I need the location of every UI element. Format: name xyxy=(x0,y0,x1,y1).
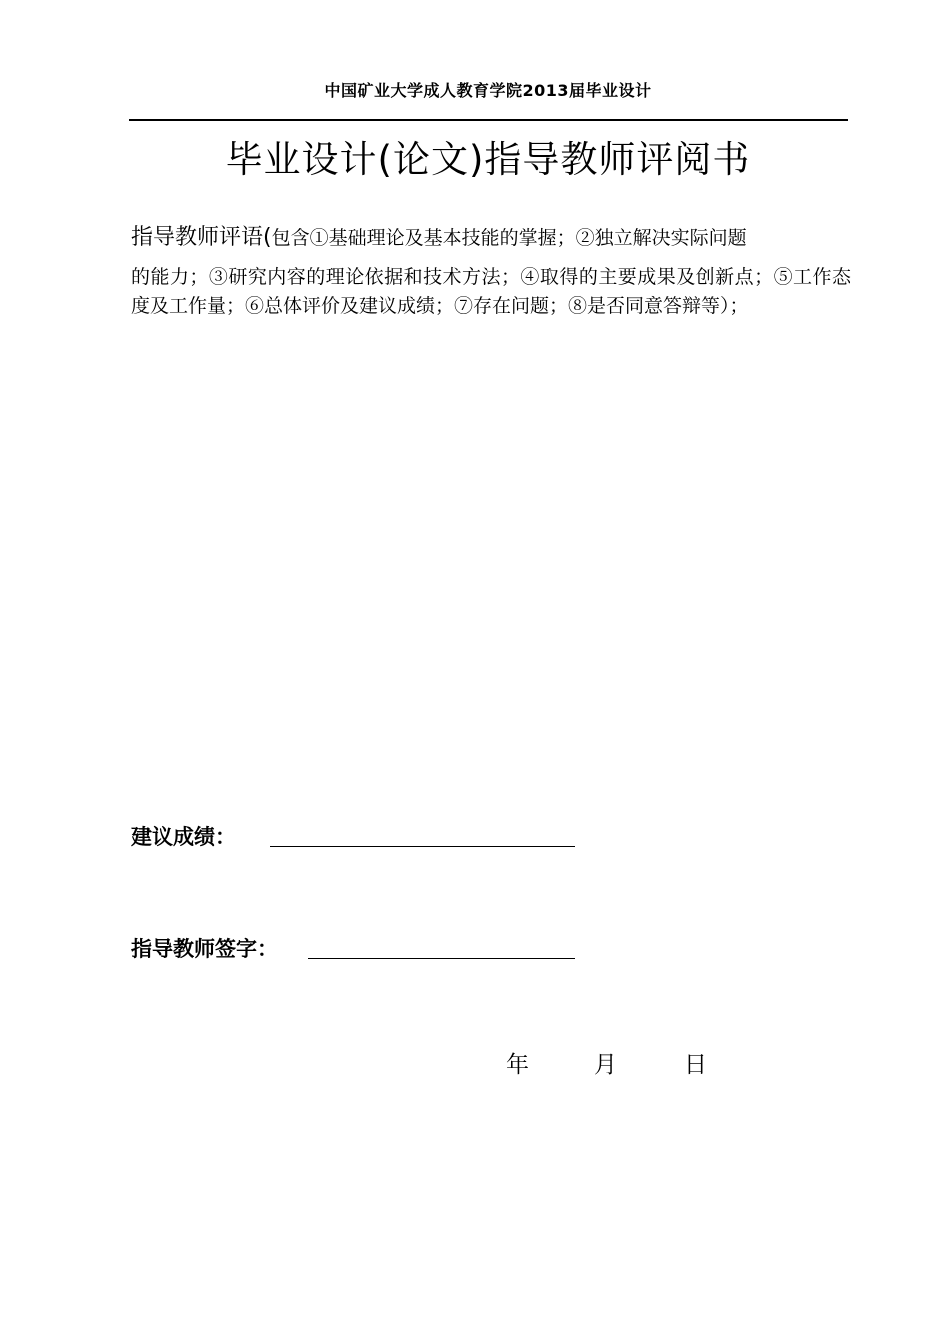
comment-label: 指导教师评语 xyxy=(131,225,264,250)
advisor-signature-field[interactable] xyxy=(308,958,575,959)
date-year-label: 年 xyxy=(506,1052,529,1078)
advisor-signature-label: 指导教师签字： xyxy=(131,937,278,961)
document-header: 中国矿业大学成人教育学院2013届毕业设计 xyxy=(324,81,652,100)
date-day-label: 日 xyxy=(684,1052,707,1078)
comment-instructions: 的能力；③研究内容的理论依据和技术方法；④取得的主要成果及创新点；⑤工作态度及工作量；⑥总体评价及建议成绩；⑦存在问题；⑧是否同意答辩等）； xyxy=(131,266,851,317)
advisor-comment-section xyxy=(131,224,851,321)
header-divider xyxy=(129,119,848,121)
comment-open-paren: ( xyxy=(263,225,272,250)
suggested-grade-field[interactable] xyxy=(270,846,575,847)
suggested-grade-label: 建议成绩： xyxy=(131,825,236,849)
date-month-label: 月 xyxy=(594,1052,617,1078)
comment-instructions-start: 包含①基础理论及基本技能的掌握；②独立解决实际问题 xyxy=(271,227,747,249)
page-title: 毕业设计(论文)指导教师评阅书 xyxy=(225,138,751,181)
comment-first-line xyxy=(131,224,851,252)
